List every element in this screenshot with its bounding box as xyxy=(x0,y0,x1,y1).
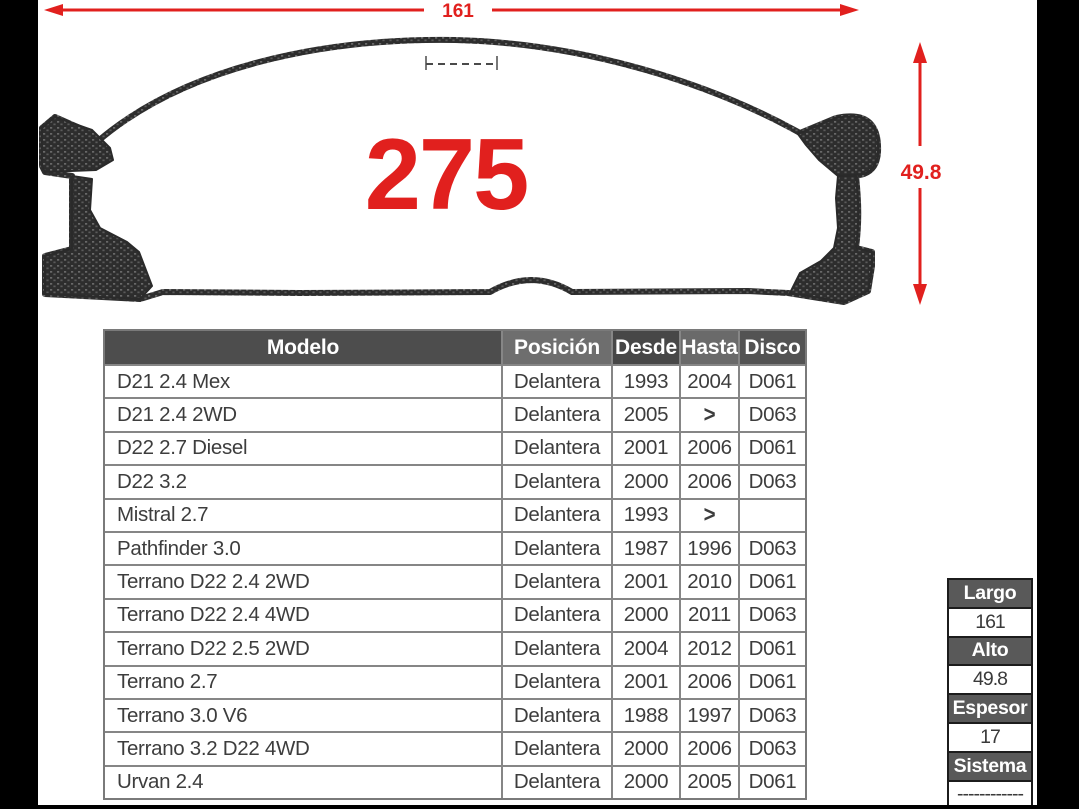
cell-posicion: Delantera xyxy=(503,533,611,564)
cell-posicion: Delantera xyxy=(503,767,611,798)
column-header-desde: Desde xyxy=(613,331,679,364)
cell-modelo: D21 2.4 2WD xyxy=(105,399,501,430)
cell-desde: 1988 xyxy=(613,700,679,731)
right-edge-bar xyxy=(1037,0,1079,809)
bottom-edge-bar xyxy=(0,805,1079,809)
cell-disco: D063 xyxy=(740,533,805,564)
spec-label-sistema: Sistema xyxy=(949,753,1031,780)
cell-modelo: D22 3.2 xyxy=(105,466,501,497)
spec-value-sistema: ------------ xyxy=(949,782,1031,809)
cell-desde: 1993 xyxy=(613,500,679,531)
left-lug-top xyxy=(42,117,113,172)
cell-posicion: Delantera xyxy=(503,700,611,731)
cell-disco: D063 xyxy=(740,700,805,731)
cell-hasta: 2005 xyxy=(681,767,738,798)
cell-posicion: Delantera xyxy=(503,399,611,430)
specs-table xyxy=(947,578,1033,809)
cell-desde: 1987 xyxy=(613,533,679,564)
cell-hasta: 2006 xyxy=(681,733,738,764)
cell-hasta: 2010 xyxy=(681,566,738,597)
height-dimension xyxy=(901,42,942,305)
cell-modelo: Terrano 3.2 D22 4WD xyxy=(105,733,501,764)
cell-desde: 2000 xyxy=(613,733,679,764)
cell-posicion: Delantera xyxy=(503,667,611,698)
cell-hasta: 2012 xyxy=(681,633,738,664)
spec-label-largo: Largo xyxy=(949,580,1031,607)
height-dimension-label: 49.8 xyxy=(900,161,942,184)
cell-disco: D061 xyxy=(740,433,805,464)
spec-label-alto: Alto xyxy=(949,638,1031,665)
brake-pad-diagram xyxy=(0,0,1040,322)
cell-disco: D061 xyxy=(740,633,805,664)
cell-desde: 1993 xyxy=(613,366,679,397)
cell-desde: 2001 xyxy=(613,667,679,698)
cell-disco: D061 xyxy=(740,767,805,798)
cell-desde: 2005 xyxy=(613,399,679,430)
cell-posicion: Delantera xyxy=(503,600,611,631)
part-number: 275 xyxy=(364,119,528,231)
spec-label-espesor: Espesor xyxy=(949,695,1031,722)
cell-modelo: Terrano 2.7 xyxy=(105,667,501,698)
width-dimension-label: 161 xyxy=(442,1,474,22)
cell-posicion: Delantera xyxy=(503,566,611,597)
fitment-table xyxy=(103,329,807,800)
width-dimension xyxy=(44,1,859,22)
arrowhead-down-icon xyxy=(913,284,927,305)
left-edge-bar xyxy=(0,0,38,809)
cell-modelo: D22 2.7 Diesel xyxy=(105,433,501,464)
cell-posicion: Delantera xyxy=(503,466,611,497)
cell-disco xyxy=(740,500,805,531)
cell-posicion: Delantera xyxy=(503,633,611,664)
cell-posicion: Delantera xyxy=(503,500,611,531)
cell-modelo: Terrano D22 2.4 4WD xyxy=(105,600,501,631)
onwards-chevron-icon: > xyxy=(703,401,716,428)
cell-modelo: D21 2.4 Mex xyxy=(105,366,501,397)
cell-posicion: Delantera xyxy=(503,433,611,464)
arrowhead-up-icon xyxy=(913,42,927,63)
cell-hasta: 2006 xyxy=(681,433,738,464)
cell-modelo: Terrano D22 2.5 2WD xyxy=(105,633,501,664)
column-header-modelo: Modelo xyxy=(105,331,501,364)
cell-modelo: Terrano D22 2.4 2WD xyxy=(105,566,501,597)
cell-modelo: Urvan 2.4 xyxy=(105,767,501,798)
onwards-chevron-icon: > xyxy=(703,501,716,528)
cell-disco: D063 xyxy=(740,466,805,497)
cell-hasta: 1997 xyxy=(681,700,738,731)
cell-desde: 2001 xyxy=(613,433,679,464)
cell-modelo: Mistral 2.7 xyxy=(105,500,501,531)
spec-value-espesor: 17 xyxy=(949,724,1031,751)
cell-desde: 2001 xyxy=(613,566,679,597)
column-header-hasta: Hasta xyxy=(681,331,738,364)
cell-disco: D063 xyxy=(740,600,805,631)
cell-hasta: 1996 xyxy=(681,533,738,564)
cell-modelo: Pathfinder 3.0 xyxy=(105,533,501,564)
column-header-disco: Disco xyxy=(740,331,805,364)
arrowhead-right-icon xyxy=(840,4,859,16)
cell-disco: D061 xyxy=(740,566,805,597)
cell-hasta: 2006 xyxy=(681,466,738,497)
cell-disco: D063 xyxy=(740,399,805,430)
cell-desde: 2004 xyxy=(613,633,679,664)
cell-disco: D063 xyxy=(740,733,805,764)
cell-posicion: Delantera xyxy=(503,733,611,764)
column-header-posicion: Posición xyxy=(503,331,611,364)
spec-value-alto: 49.8 xyxy=(949,666,1031,693)
cell-desde: 2000 xyxy=(613,466,679,497)
cell-hasta: 2006 xyxy=(681,667,738,698)
cell-hasta: 2004 xyxy=(681,366,738,397)
cell-modelo: Terrano 3.0 V6 xyxy=(105,700,501,731)
spec-value-largo: 161 xyxy=(949,609,1031,636)
cell-desde: 2000 xyxy=(613,767,679,798)
cell-disco: D061 xyxy=(740,366,805,397)
cell-posicion: Delantera xyxy=(503,366,611,397)
cell-desde: 2000 xyxy=(613,600,679,631)
cell-disco: D061 xyxy=(740,667,805,698)
cell-hasta: 2011 xyxy=(681,600,738,631)
